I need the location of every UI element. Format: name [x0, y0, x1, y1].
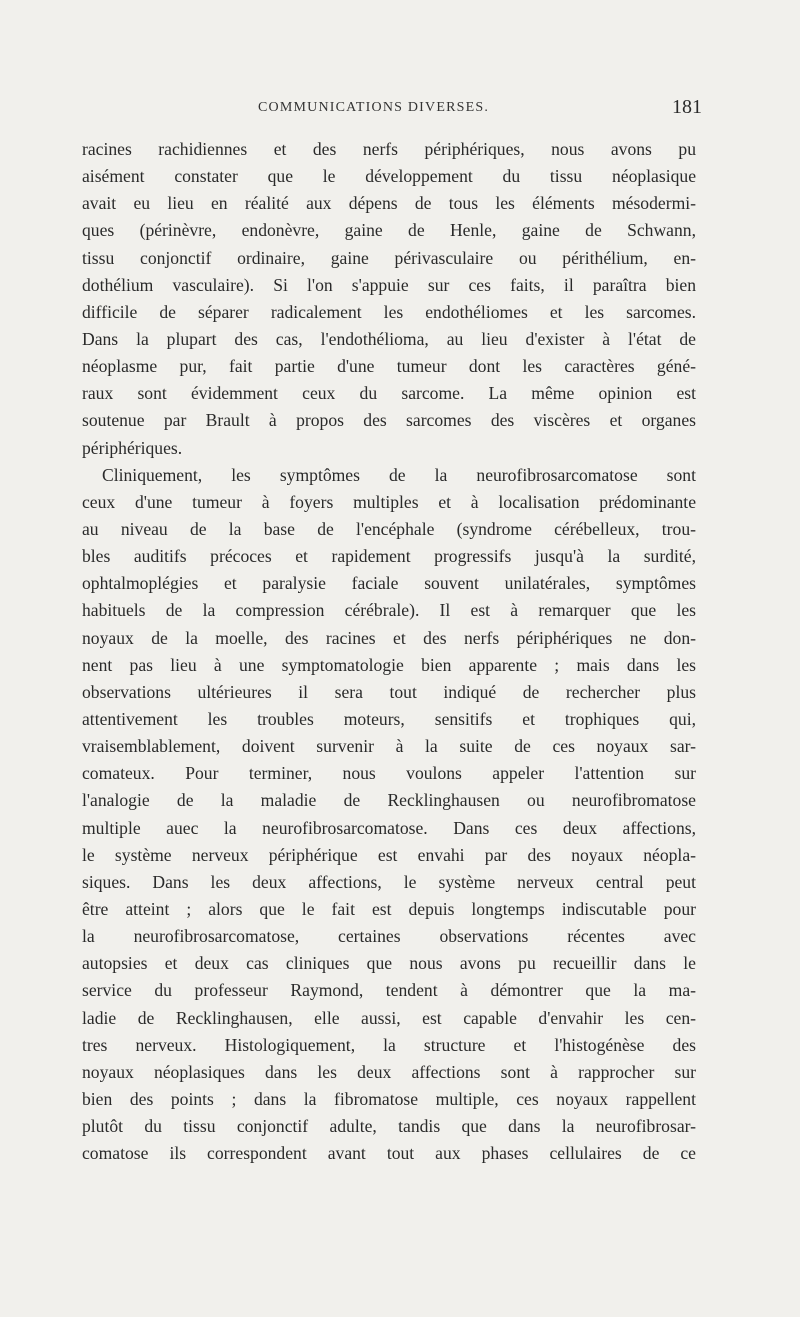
text-line: observations ultérieures il sera tout indiqué de rechercher plus	[82, 681, 696, 702]
text-line: habituels de la compression cérébrale). Il est à remarquer que les	[82, 600, 696, 621]
text-line: siques. Dans les deux affections, le système nerveux central peut	[82, 871, 696, 892]
running-title: COMMUNICATIONS DIVERSES.	[258, 100, 490, 115]
text-line: comatose ils correspondent avant tout aux phases cellulaires de ce	[82, 1143, 696, 1164]
text-line: noyaux néoplasiques dans les deux affections sont à rapprocher sur	[82, 1061, 696, 1082]
text-line: Dans la plupart des cas, l'endothélioma, au lieu d'exister à l'état de	[82, 328, 696, 349]
text-line: vraisemblablement, doivent survenir à la suite de ces noyaux sar-	[82, 736, 696, 757]
text-line: être atteint ; alors que le fait est depuis longtemps indiscutable pour	[82, 898, 696, 919]
text-line: avait eu lieu en réalité aux dépens de tous les éléments mésodermi-	[82, 193, 696, 214]
text-line: aisément constater que le développement du tissu néoplasique	[82, 166, 696, 187]
text-line: attentivement les troubles moteurs, sensitifs et trophiques qui,	[82, 708, 696, 729]
text-line: racines rachidiennes et des nerfs périphériques, nous avons pu	[82, 139, 696, 159]
text-line: ophtalmoplégies et paralysie faciale souvent unilatérales, symptômes	[82, 573, 696, 594]
text-line: le système nerveux périphérique est envahi par des noyaux néopla-	[82, 844, 696, 865]
text-line: comateux. Pour terminer, nous voulons appeler l'attention sur	[82, 763, 696, 784]
text-line: autopsies et deux cas cliniques que nous avons pu recueillir dans le	[82, 953, 696, 974]
text-line: nent pas lieu à une symptomatologie bien apparente ; mais dans les	[82, 654, 696, 675]
text-line: service du professeur Raymond, tendent à démontrer que la ma-	[82, 980, 696, 1001]
text-line: dothélium vasculaire). Si l'on s'appuie sur ces faits, il paraîtra bien	[82, 274, 696, 295]
text-line: ladie de Recklinghausen, elle aussi, est capable d'envahir les cen-	[82, 1007, 696, 1028]
paragraph-first-line: Cliniquement, les symptômes de la neurofibrosarcomatose sont	[102, 464, 696, 485]
text-line: bles auditifs précoces et rapidement progressifs jusqu'à la surdité,	[82, 546, 696, 567]
text-line: difficile de séparer radicalement les endothéliomes et les sarcomes.	[82, 301, 696, 322]
text-line: néoplasme pur, fait partie d'une tumeur dont les caractères géné-	[82, 356, 696, 377]
text-line: soutenue par Brault à propos des sarcomes des viscères et organes	[82, 410, 696, 431]
text-line: périphériques.	[82, 437, 183, 458]
text-line: la neurofibrosarcomatose, certaines observations récentes avec	[82, 926, 696, 947]
text-line: ques (périnèvre, endonèvre, gaine de Henle, gaine de Schwann,	[82, 220, 696, 241]
text-line: plutôt du tissu conjonctif adulte, tandis que dans la neurofibrosar-	[82, 1116, 696, 1137]
text-line: raux sont évidemment ceux du sarcome. La même opinion est	[82, 383, 696, 404]
text-line: multiple auec la neurofibrosarcomatose. Dans ces deux affections,	[82, 817, 696, 838]
page-number: 181	[672, 96, 702, 118]
text-line: au niveau de la base de l'encéphale (syndrome cérébelleux, trou-	[82, 518, 696, 539]
text-line: ceux d'une tumeur à foyers multiples et à localisation prédominante	[82, 491, 696, 512]
text-line: l'analogie de la maladie de Recklinghausen ou neurofibromatose	[82, 790, 696, 811]
text-line: tres nerveux. Histologiquement, la structure et l'histogénèse des	[82, 1034, 696, 1055]
body-text	[82, 136, 696, 1167]
text-line: bien des points ; dans la fibromatose multiple, ces noyaux rappellent	[82, 1088, 696, 1109]
text-line: noyaux de la moelle, des racines et des nerfs périphériques ne don-	[82, 627, 696, 648]
text-line: tissu conjonctif ordinaire, gaine périvasculaire ou périthélium, en-	[82, 247, 696, 268]
